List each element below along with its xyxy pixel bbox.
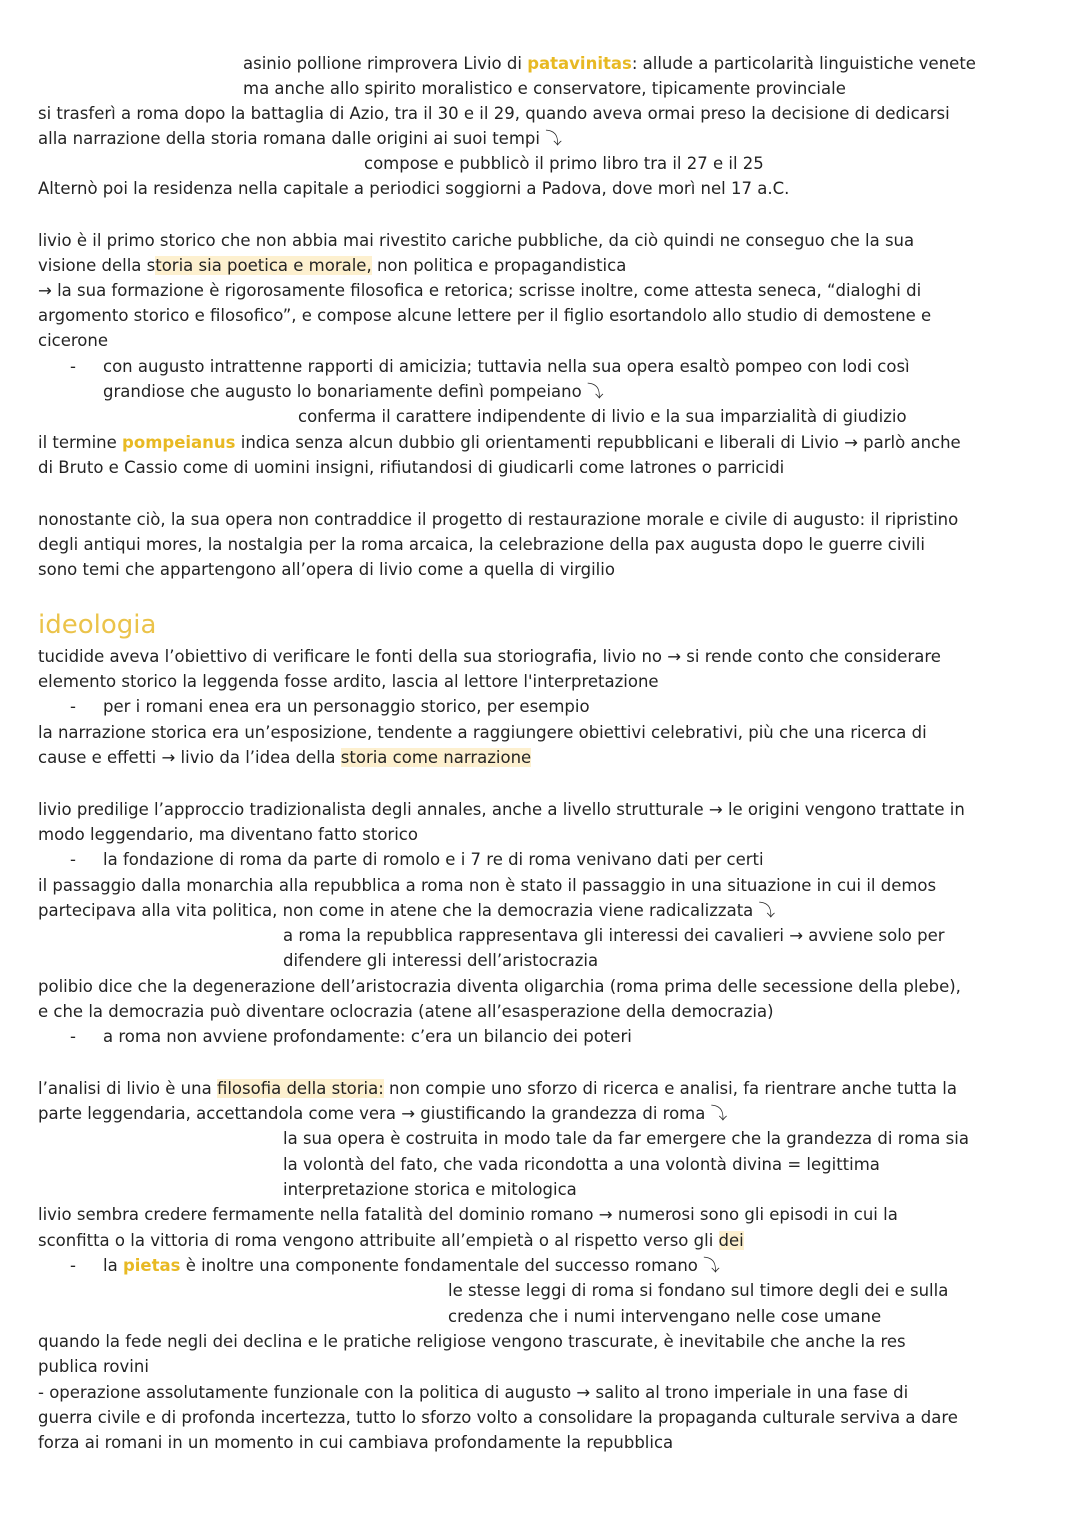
- text-line: [103, 1253, 720, 1278]
- text-line: [364, 151, 764, 176]
- text-line: [38, 822, 418, 847]
- text-run: guerra civile e di profonda incertezza, tutto lo sforzo volto a consolidare la propaganda culturale serviva a dare: [38, 1408, 958, 1427]
- text-run: la narrazione storica era un’esposizione, tendente a raggiungere obiettivi celebrativi, più che una ricerca di: [38, 723, 927, 742]
- text-run: partecipava alla vita politica, non come in atene che la democrazia viene radicalizzata ⤵: [38, 901, 776, 920]
- text-run: modo leggendario, ma diventano fatto storico: [38, 825, 418, 844]
- text-run: nonostante ciò, la sua opera non contraddice il progetto di restaurazione morale e civile di augusto: il ripristino: [38, 510, 959, 529]
- text-line: [448, 1304, 881, 1329]
- text-line: [243, 51, 976, 76]
- highlighted-phrase: storia come narrazione: [340, 748, 532, 767]
- text-line: [38, 557, 615, 582]
- text-line: [38, 1228, 744, 1253]
- text-line: [38, 898, 775, 923]
- text-line: [103, 379, 603, 404]
- text-line: [38, 1380, 908, 1405]
- text-run: è inoltre una componente fondamentale del successo romano ⤵: [180, 1256, 720, 1275]
- text-run: l’analisi di livio è una: [38, 1079, 217, 1098]
- text-line: [448, 1278, 948, 1303]
- text-run: sconfitta o la vittoria di roma vengono attribuite all’empietà o al rispetto verso gli: [38, 1231, 719, 1250]
- text-line: [38, 228, 914, 253]
- text-run: polibio dice che la degenerazione dell’aristocrazia diventa oligarchia (roma prima delle secessione della plebe),: [38, 977, 961, 996]
- text-line: [38, 1202, 898, 1227]
- keyword-highlight: pompeianus: [122, 433, 236, 452]
- text-line: [38, 669, 659, 694]
- text-line: [38, 1101, 727, 1126]
- text-line: [38, 176, 789, 201]
- text-run: cicerone: [38, 331, 109, 350]
- text-run: credenza che i numi intervengano nelle cose umane: [448, 1307, 882, 1326]
- text-run: visione della s: [38, 256, 156, 275]
- text-run: sono temi che appartengono all’opera di livio come a quella di virgilio: [38, 560, 615, 579]
- text-run: difendere gli interessi dell’aristocrazia: [283, 951, 599, 970]
- text-run: Alternò poi la residenza nella capitale a periodici soggiorni a Padova, dove morì nel 17 a.C.: [38, 179, 790, 198]
- text-line: [38, 455, 784, 480]
- text-run: si trasferì a roma dopo la battaglia di Azio, tra il 30 e il 29, quando aveva ormai preso la decisione di dedicarsi: [38, 104, 950, 123]
- text-line: [38, 873, 936, 898]
- text-run: di Bruto e Cassio come di uomini insigni, rifiutandosi di giudicarli come latrones o parricidi: [38, 458, 785, 477]
- bullet-dash: -: [70, 1027, 76, 1046]
- text-line: [38, 797, 965, 822]
- text-line: [38, 974, 961, 999]
- bullet-dash: -: [70, 850, 76, 869]
- text-line: [38, 999, 774, 1024]
- text-line: [38, 328, 108, 353]
- text-run: conferma il carattere indipendente di livio e la sua imparzialità di giudizio: [298, 407, 907, 426]
- text-run: degli antiqui mores, la nostalgia per la roma arcaica, la celebrazione della pax augusta dopo le guerre civili: [38, 535, 925, 554]
- text-run: le stesse leggi di roma si fondano sul timore degli dei e sulla: [448, 1281, 949, 1300]
- highlighted-phrase: toria sia poetica e morale,: [155, 256, 372, 275]
- text-run: con augusto intrattenne rapporti di amicizia; tuttavia nella sua opera esaltò pompeo con lodi così: [103, 357, 910, 376]
- text-line: [103, 694, 590, 719]
- text-run: → la sua formazione è rigorosamente filosofica e retorica; scrisse inoltre, come attesta seneca, “dialoghi di: [38, 281, 922, 300]
- text-run: cause e effetti → livio da l’idea della: [38, 748, 341, 767]
- text-run: livio è il primo storico che non abbia mai rivestito cariche pubbliche, da ciò quindi ne conseguo che la sua: [38, 231, 915, 250]
- text-line: [38, 1329, 906, 1354]
- text-run: ma anche allo spirito moralistico e conservatore, tipicamente provinciale: [243, 79, 846, 98]
- text-run: e che la democrazia può diventare oclocrazia (atene all’esasperazione della democrazia): [38, 1002, 774, 1021]
- text-run: la fondazione di roma da parte di romolo e i 7 re di roma venivano dati per certi: [103, 850, 764, 869]
- highlighted-phrase: dei: [718, 1231, 744, 1250]
- text-run: interpretazione storica e mitologica: [283, 1180, 577, 1199]
- text-line: [38, 745, 531, 770]
- section-heading: ideologia: [38, 610, 157, 640]
- text-line: [283, 1152, 880, 1177]
- text-run: il passaggio dalla monarchia alla repubblica a roma non è stato il passaggio in una situazione in cui il demos: [38, 876, 937, 895]
- text-run: non politica e propagandistica: [371, 256, 627, 275]
- text-line: [38, 1430, 673, 1455]
- text-run: tucidide aveva l’obiettivo di verificare le fonti della sua storiografia, livio no → si rende conto che considerare: [38, 647, 941, 666]
- text-line: [283, 1126, 969, 1151]
- text-line: [103, 1024, 632, 1049]
- text-line: [38, 720, 927, 745]
- text-run: quando la fede negli dei declina e le pratiche religiose vengono trascurate, è inevitabile che anche la res: [38, 1332, 906, 1351]
- text-run: - operazione assolutamente funzionale con la politica di augusto → salito al trono imperiale in una fase di: [38, 1383, 909, 1402]
- text-run: forza ai romani in un momento in cui cambiava profondamente la repubblica: [38, 1433, 674, 1452]
- keyword-highlight: pietas: [122, 1256, 181, 1275]
- text-line: [243, 76, 846, 101]
- text-line: [38, 1076, 957, 1101]
- text-line: [283, 923, 945, 948]
- text-line: [38, 430, 961, 455]
- bullet-dash: -: [70, 697, 76, 716]
- text-run: il termine: [38, 433, 123, 452]
- text-run: elemento storico la leggenda fosse ardito, lascia al lettore l'interpretazione: [38, 672, 659, 691]
- text-run: argomento storico e filosofico”, e compose alcune lettere per il figlio esortandolo allo studio di demostene e: [38, 306, 932, 325]
- text-run: per i romani enea era un personaggio storico, per esempio: [103, 697, 590, 716]
- text-line: [38, 1405, 958, 1430]
- text-run: grandiose che augusto lo bonariamente definì pompeiano ⤵: [103, 382, 604, 401]
- text-line: [298, 404, 907, 429]
- text-run: indica senza alcun dubbio gli orientamenti repubblicani e liberali di Livio → parlò anche: [235, 433, 961, 452]
- text-line: [38, 278, 921, 303]
- text-run: livio predilige l’approccio tradizionalista degli annales, anche a livello strutturale → le origini vengono trattate in: [38, 800, 965, 819]
- text-line: [283, 948, 598, 973]
- keyword-highlight: patavinitas: [527, 54, 632, 73]
- text-run: la: [103, 1256, 123, 1275]
- text-run: livio sembra credere fermamente nella fatalità del dominio romano → numerosi sono gli episodi in cui la: [38, 1205, 898, 1224]
- text-run: la volontà del fato, che vada ricondotta a una volontà divina = legittima: [283, 1155, 880, 1174]
- text-line: [38, 1354, 149, 1379]
- text-line: [38, 253, 626, 278]
- text-run: publica rovini: [38, 1357, 149, 1376]
- text-line: [103, 354, 910, 379]
- text-line: [38, 303, 931, 328]
- text-run: alla narrazione della storia romana dalle origini ai suoi tempi ⤵: [38, 129, 562, 148]
- text-run: compose e pubblicò il primo libro tra il 27 e il 25: [364, 154, 764, 173]
- text-run: a roma non avviene profondamente: c’era un bilancio dei poteri: [103, 1027, 632, 1046]
- text-line: [103, 847, 764, 872]
- text-run: non compie uno sforzo di ricerca e analisi, fa rientrare anche tutta la: [383, 1079, 957, 1098]
- bullet-dash: -: [70, 357, 76, 376]
- text-line: [283, 1177, 577, 1202]
- text-run: a roma la repubblica rappresentava gli interessi dei cavalieri → avviene solo per: [283, 926, 945, 945]
- text-line: [38, 101, 950, 126]
- text-line: [38, 126, 562, 151]
- text-run: parte leggendaria, accettandola come vera → giustificando la grandezza di roma ⤵: [38, 1104, 728, 1123]
- text-run: : allude a particolarità linguistiche venete: [631, 54, 976, 73]
- text-run: asinio pollione rimprovera Livio di: [243, 54, 528, 73]
- bullet-dash: -: [70, 1256, 76, 1275]
- text-run: la sua opera è costruita in modo tale da far emergere che la grandezza di roma sia: [283, 1129, 969, 1148]
- text-line: [38, 532, 925, 557]
- text-line: [38, 644, 941, 669]
- text-line: [38, 507, 958, 532]
- highlighted-phrase: filosofia della storia:: [216, 1079, 384, 1098]
